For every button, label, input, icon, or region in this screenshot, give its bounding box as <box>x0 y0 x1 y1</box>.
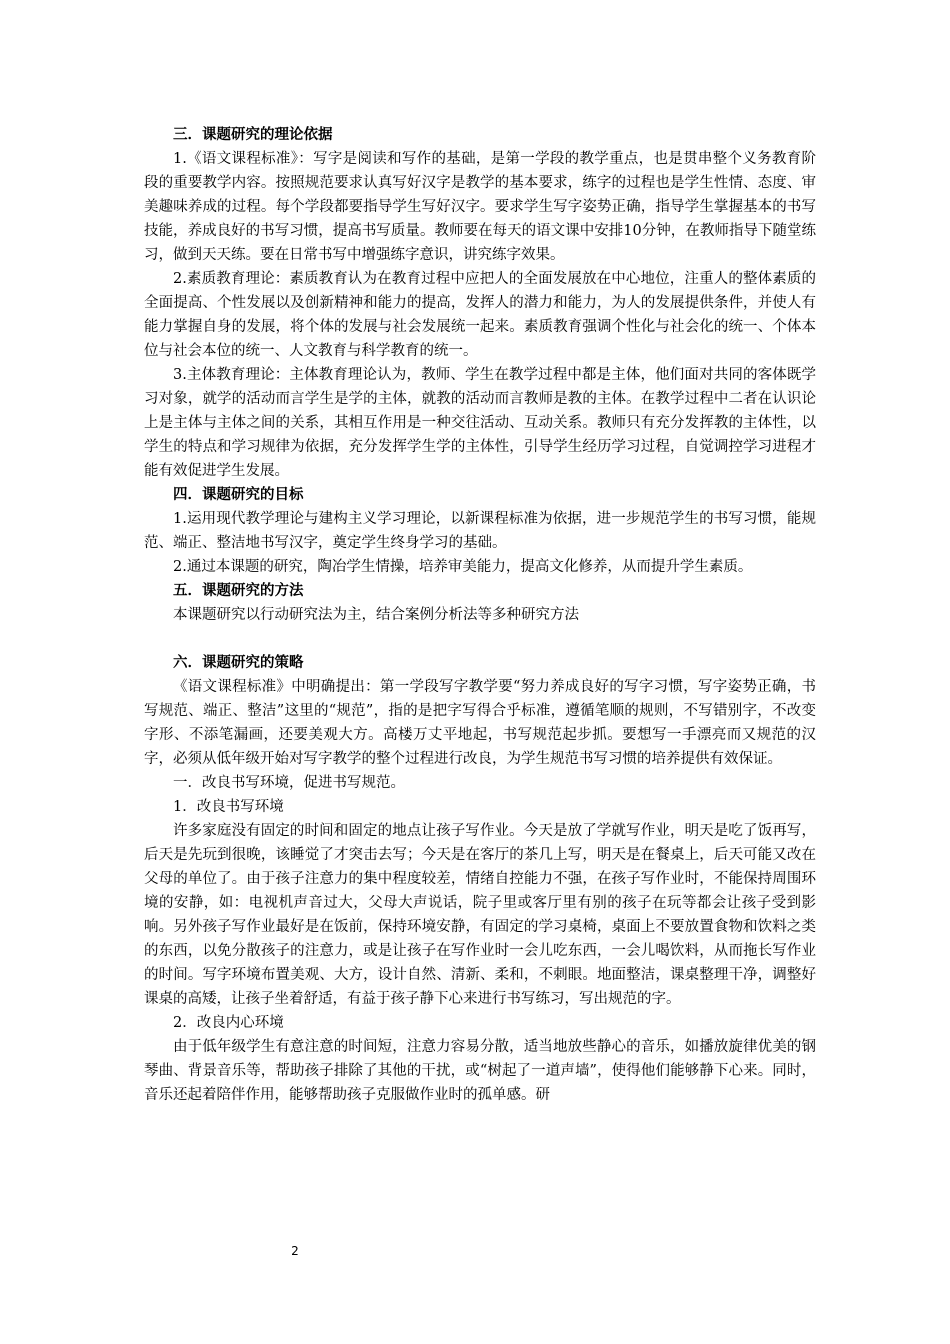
subheading-improve-environment: 一．改良书写环境，促进书写规范。 <box>173 775 405 791</box>
paragraph-methods: 本课题研究以行动研究法为主，结合案例分析法等多种研究方法 <box>173 607 579 623</box>
section-heading-research-goals: 四．课题研究的目标 <box>173 487 304 503</box>
section-heading-theory-basis: 三．课题研究的理论依据 <box>173 127 333 143</box>
paragraph-goal-2: 2.通过本课题的研究，陶冶学生情操，培养审美能力，提高文化修养，从而提升学生素质。 <box>173 559 753 575</box>
section-heading-research-methods: 五．课题研究的方法 <box>173 583 304 599</box>
subheading-inner-environment: 2．改良内心环境 <box>173 1015 284 1031</box>
paragraph-inner-environment: 由于低年级学生有意注意的时间短，注意力容易分散，适当地放些静心的音乐，如播放旋律优美的钢琴曲、背景音乐等，帮助孩子排除了其他的干扰，或“树起了一道声墙”，使得他们能够静下心来。同时，音乐还起着陪伴作用，能够帮助孩子克服做作业时的孤单感。研 <box>144 1039 816 1103</box>
subheading-writing-environment: 1．改良书写环境 <box>173 799 284 815</box>
paragraph-quality-education: 2.素质教育理论：素质教育认为在教育过程中应把人的全面发展放在中心地位，注重人的整体素质的全面提高、个性发展以及创新精神和能力的提高，发挥人的潜力和能力，为人的发展提供条件，并使人有能力掌握自身的发展，将个体的发展与社会发展统一起来。素质教育强调个性化与社会化的统一、个体本位与社会本位的统一、人文教育与科学教育的统一。 <box>144 271 816 359</box>
paragraph-writing-environment: 许多家庭没有固定的时间和固定的地点让孩子写作业。今天是放了学就写作业，明天是吃了饭再写，后天是先玩到很晚，该睡觉了才突击去写；今天是在客厅的茶几上写，明天是在餐桌上，后天可能又改在父母的单位了。由于孩子注意力的集中程度较差，情绪自控能力不强，在孩子写作业时，不能保持周围环境的安静，如：电视机声音过大，父母大声说话，院子里或客厅里有别的孩子在玩等都会让孩子受到影响。另外孩子写作业最好是在饭前，保持环境安静，有固定的学习桌椅，桌面上不要放置食物和饮料之类的东西，以免分散孩子的注意力，或是让孩子在写作业时一会儿吃东西，一会儿喝饮料，从而拖长写作业的时间。写字环境布置美观、大方，设计自然、清新、柔和，不刺眼。地面整洁，课桌整理干净，调整好课桌的高矮，让孩子坐着舒适，有益于孩子静下心来进行书写练习，写出规范的字。 <box>144 823 816 1007</box>
page-number: 2 <box>291 1244 299 1258</box>
paragraph-goal-1: 1.运用现代教学理论与建构主义学习理论，以新课程标准为依据，进一步规范学生的书写习惯，能规范、端正、整洁地书写汉字，奠定学生终身学习的基础。 <box>144 511 816 551</box>
paragraph-curriculum-standard: 1.《语文课程标准》：写字是阅读和写作的基础，是第一学段的教学重点，也是贯串整个义务教育阶段的重要教学内容。按照规范要求认真写好汉字是教学的基本要求，练字的过程也是学生性情、态度、审美趣味养成的过程。每个学段都要指导学生写好汉字。要求学生写字姿势正确，指导学生掌握基本的书写技能，养成良好的书写习惯，提高书写质量。教师要在每天的语文课中安排10分钟，在教师指导下随堂练习，做到天天练。要在日常书写中增强练字意识，讲究练字效果。 <box>144 151 816 263</box>
paragraph-subject-education: 3.主体教育理论：主体教育理论认为，教师、学生在教学过程中都是主体，他们面对共同的客体既学习对象，就学的活动而言学生是学的主体，就教的活动而言教师是教的主体。在教学过程中二者在认识论上是主体与主体之间的关系，其相互作用是一种交往活动、互动关系。教师只有充分发挥教的主体性，以学生的特点和学习规律为依据，充分发挥学生学的主体性，引导学生经历学习过程，自觉调控学习进程才能有效促进学生发展。 <box>144 367 816 479</box>
document-body <box>144 123 816 1107</box>
section-heading-research-strategy: 六．课题研究的策略 <box>173 655 304 671</box>
paragraph-strategy-intro: 《语文课程标准》中明确提出：第一学段写字教学要“努力养成良好的写字习惯，写字姿势正确，书写规范、端正、整洁”这里的“规范”，指的是把字写得合乎标准，遵循笔顺的规则，不写错别字，不改变字形、不添笔漏画，还要美观大方。高楼万丈平地起，书写规范起步抓。要想写一手漂亮而又规范的汉字，必须从低年级开始对写字教学的整个过程进行改良，为学生规范书写习惯的培养提供有效保证。 <box>144 679 816 767</box>
blank-line <box>144 627 816 651</box>
